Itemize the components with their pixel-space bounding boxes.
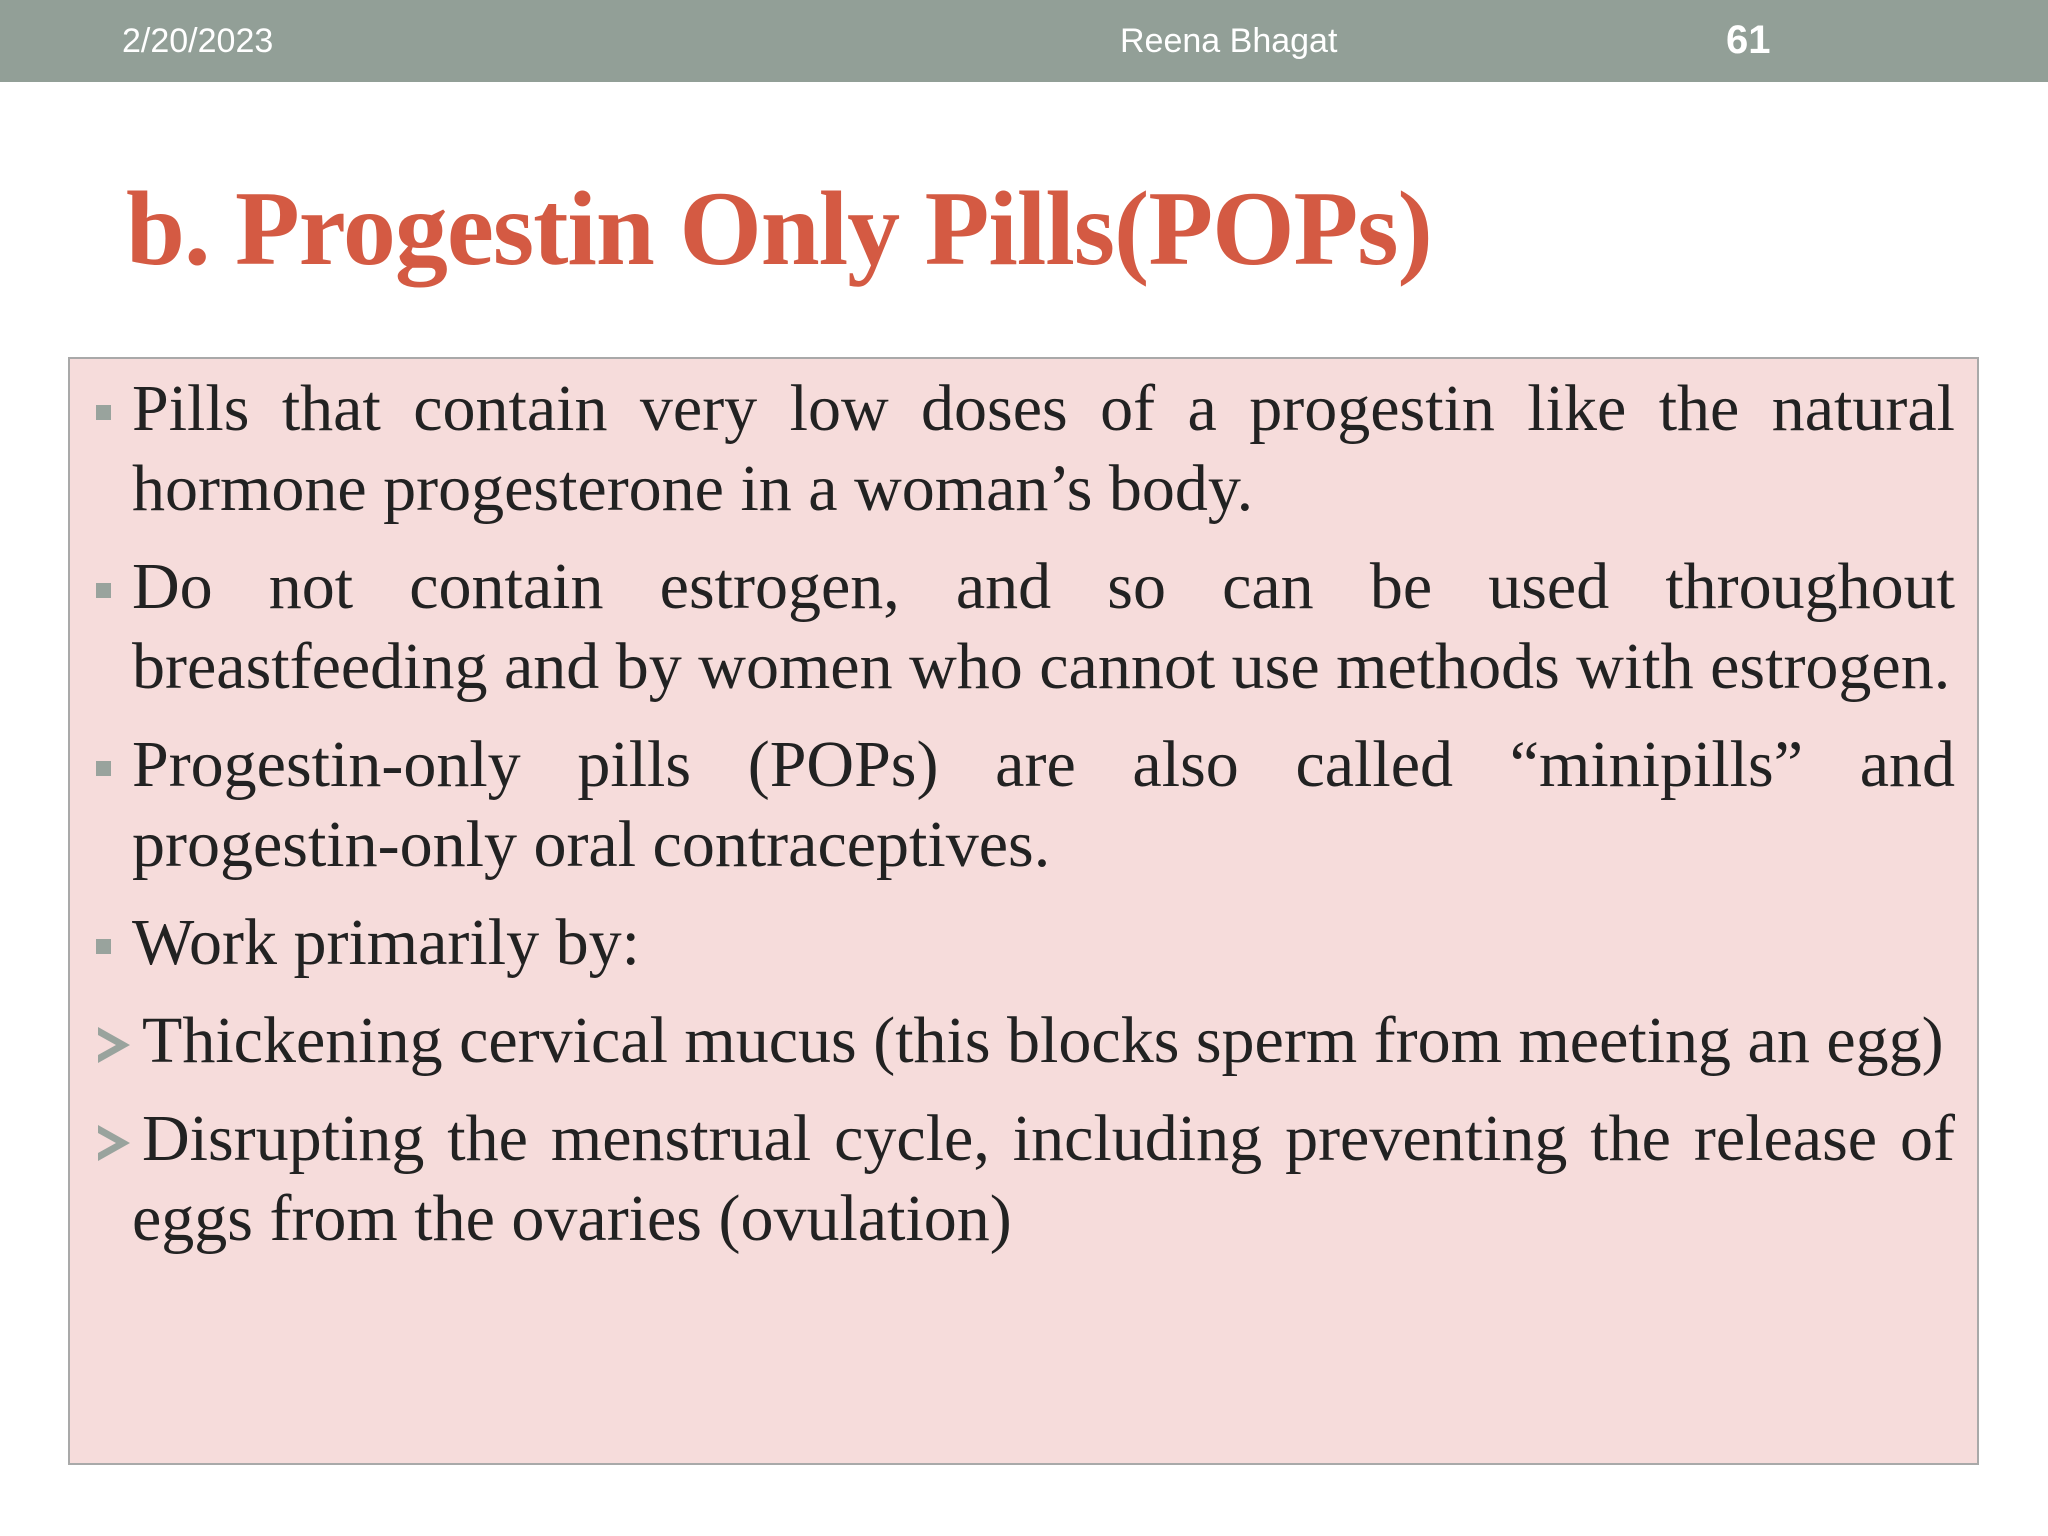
square-bullet-icon: [96, 939, 111, 954]
header-bar: [0, 0, 2048, 82]
square-bullet-icon: [96, 761, 111, 776]
bullet-text: Progestin-only pills (POPs) are also called “minipills” and progestin-only oral contraceptives.: [132, 728, 1955, 881]
list-item: [70, 1099, 1977, 1259]
content-box: [68, 357, 1979, 1465]
arrowhead-bullet-icon: [92, 1099, 134, 1179]
bullet-text: Do not contain estrogen, and so can be used throughout breastfeeding and by women who cannot use methods with estrogen.: [132, 550, 1955, 703]
slide-date: 2/20/2023: [122, 22, 274, 60]
slide-page-number: 61: [1726, 18, 1771, 62]
list-item: [70, 369, 1977, 529]
list-item: [70, 903, 1977, 983]
list-item: [70, 725, 1977, 885]
bullet-text: Disrupting the menstrual cycle, including preventing the release of eggs from the ovaries (ovulation): [132, 1102, 1955, 1255]
list-item: [70, 1001, 1977, 1081]
slide-title: b. Progestin Only Pills(POPs): [126, 170, 1432, 287]
arrowhead-bullet-icon: [92, 1001, 134, 1081]
square-bullet-icon: [96, 405, 111, 420]
bullet-text: Work primarily by:: [132, 906, 640, 979]
bullet-text: Thickening cervical mucus (this blocks sperm from meeting an egg): [142, 1004, 1944, 1077]
bullet-text: Pills that contain very low doses of a progestin like the natural hormone progesterone in a woman’s body.: [132, 372, 1955, 525]
square-bullet-icon: [96, 583, 111, 598]
list-item: [70, 547, 1977, 707]
slide-author: Reena Bhagat: [1120, 22, 1338, 60]
bullet-list: [70, 369, 1977, 1277]
